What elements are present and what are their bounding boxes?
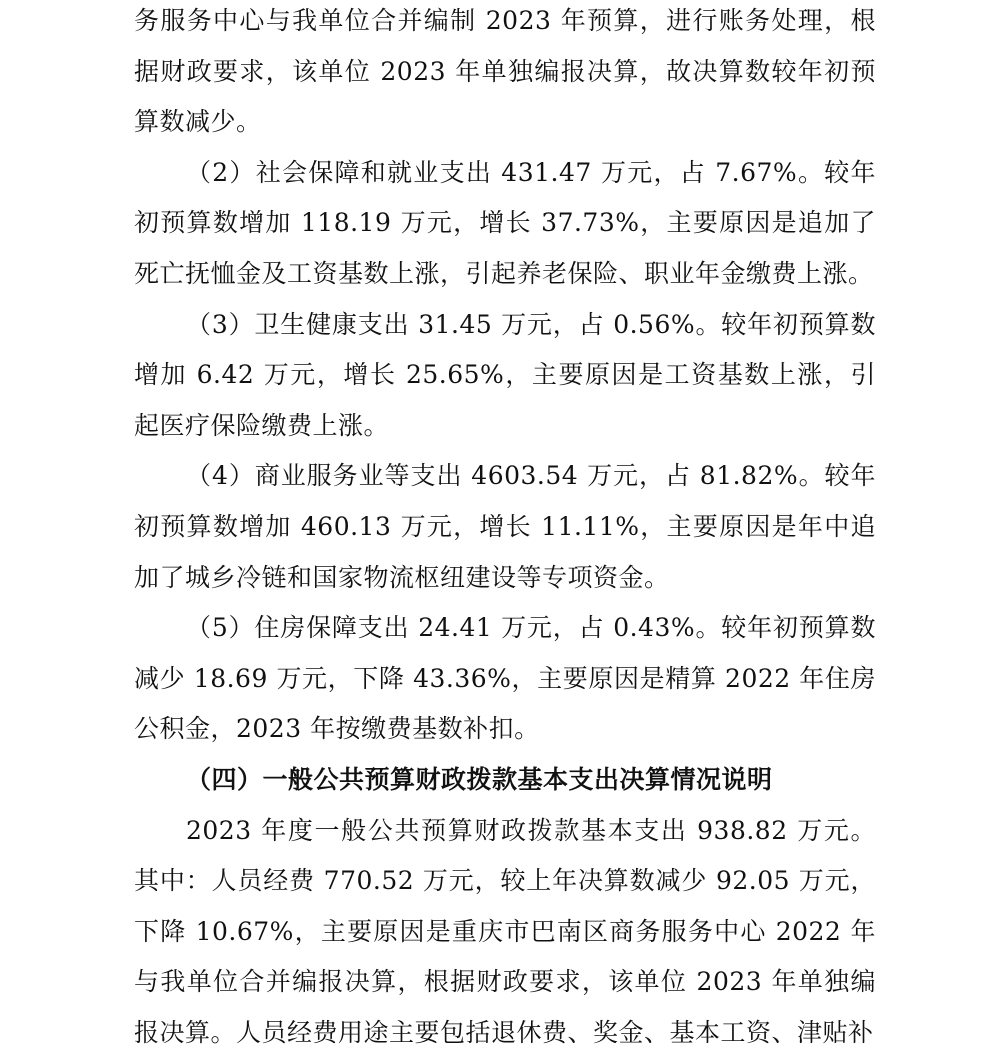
paragraph-housing-expenditure: （5）住房保障支出 24.41 万元，占 0.43%。较年初预算数减少 18.69 万元，下降 43.36%，主要原因是精算 2022 年住房公积金，2023 年按缴费基数补扣。	[134, 603, 876, 755]
paragraph-commerce-service-expenditure: （4）商业服务业等支出 4603.54 万元，占 81.82%。较年初预算数增加 460.13 万元，增长 11.11%，主要原因是年中追加了城乡冷链和国家物流枢纽建设等专项资金。	[134, 451, 876, 603]
section-heading-basic-expenditure: （四）一般公共预算财政拨款基本支出决算情况说明	[134, 755, 876, 806]
paragraph-health-expenditure: （3）卫生健康支出 31.45 万元，占 0.56%。较年初预算数增加 6.42 万元，增长 25.65%，主要原因是工资基数上涨，引起医疗保险缴费上涨。	[134, 300, 876, 452]
paragraph-continuation: 务服务中心与我单位合并编制 2023 年预算，进行账务处理，根据财政要求，该单位 2023 年单独编报决算，故决算数较年初预算数减少。	[134, 0, 876, 148]
paragraph-social-security-expenditure: （2）社会保障和就业支出 431.47 万元，占 7.67%。较年初预算数增加 118.19 万元，增长 37.73%，主要原因是追加了死亡抚恤金及工资基数上涨，引起养老保险、职业年金缴费上涨。	[134, 148, 876, 300]
paragraph-basic-expenditure-body: 2023 年度一般公共预算财政拨款基本支出 938.82 万元。其中：人员经费 770.52 万元，较上年决算数减少 92.05 万元，下降 10.67%，主要原因是重庆市巴南区商务服务中心 2022 年与我单位合并编报决算，根据财政要求，该单位 2023 年单独编报决算。人员经费用途主要包括退休费、奖金、基本工资、津贴补	[134, 806, 876, 1058]
document-page	[134, 0, 876, 1058]
